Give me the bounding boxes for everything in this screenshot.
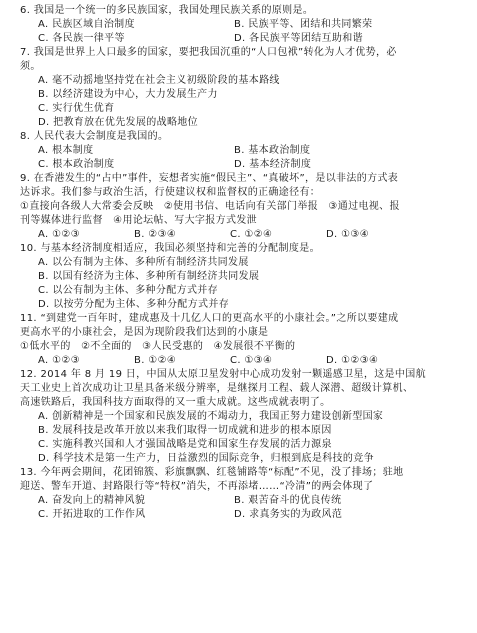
question-9 [20,172,469,242]
option-d: D. ①③④ [326,229,370,240]
option-d: D. 科学技术是第一生产力，日益激烈的国际竞争，归根到底是科技的竞争 [38,453,374,464]
question-stem-continued: 须。 [20,61,41,72]
option-a: A. 毫不动摇地坚持党在社会主义初级阶段的基本路线 [38,75,280,86]
option-c: C. 实行优生优育 [38,103,115,114]
option-row [20,32,469,46]
question-stem: 11. “到建党一百年时，建成惠及十几亿人口的更高水平的小康社会。”之所以要建成 [20,313,399,324]
option-c: C. ①②④ [230,229,273,240]
option-a: A. 奋发向上的精神风貌 [38,495,146,506]
option-d: D. 各民族平等团结互助和谐 [234,33,363,44]
option-b: B. ①②④ [134,355,177,366]
numbered-items: ①低水平的 ②不全面的 ③人民受惠的 ④发展很不平衡的 [20,341,296,352]
option-a: A. 根本制度 [38,145,94,156]
option-row [20,158,469,172]
option-c: C. ①③④ [230,355,273,366]
option-c: C. 开拓进取的工作作风 [38,509,146,520]
question-stem-continued: 迎送、警车开道、封路限行等“特权”消失，不再添堵……“冷清”的两会体现了 [20,481,374,492]
numbered-items: ①直接向各级人大常委会反映 ②使用书信、电话向有关部门举报 ③通过电视、报 [20,201,400,212]
option-a: A. 以公有制为主体、多种所有制经济共同发展 [38,257,249,268]
question-stem: 10. 与基本经济制度相适应，我国必须坚持和完善的分配制度是。 [20,243,320,254]
option-a: A. ①②③ [38,229,81,240]
option-b: B. 以国有经济为主体、多种所有制经济共同发展 [38,271,260,282]
question-6 [20,4,469,46]
question-stem: 9. 在香港发生的“占中”事件，妄想者实施“假民主”、“真破坏”，是以非法的方式表 [20,173,399,184]
option-row [20,494,469,508]
question-stem: 13. 今年两会期间，花团锦簇、彩旗飘飘、红毯铺路等“标配”不见，没了排场；驻地 [20,467,404,478]
question-stem-continued: 达诉求。我们参与政治生活，行使建议权和监督权的正确途径有： [20,187,321,198]
option-d: D. 求真务实的为政风范 [234,509,343,520]
question-8 [20,130,469,172]
question-13 [20,466,469,522]
option-d: D. ①②③④ [326,355,379,366]
option-row [20,144,469,158]
question-stem-continued: 高速铁路后，我国科技方面取得的又一重大成就。这些成就表明了。 [20,397,331,408]
option-b: B. ②③④ [134,229,177,240]
option-c: C. 以公有制为主体、多种分配方式并存 [38,285,218,296]
option-row [20,508,469,522]
option-b: B. 以经济建设为中心，大力发展生产力 [38,89,218,100]
option-d: D. 基本经济制度 [234,159,312,170]
option-row [20,18,469,32]
question-stem: 8. 人民代表大会制度是我国的。 [20,131,169,142]
question-7 [20,46,469,130]
question-stem: 12. 2014 年 8 月 19 日，中国从太原卫星发射中心成功发射一颗遥感卫星，这是中国航 [20,369,426,380]
option-b: B. 艰苦奋斗的优良传统 [234,495,342,506]
option-b: B. 基本政治制度 [234,145,311,156]
option-a: A. 创新精神是一个国家和民族发展的不竭动力，我国正努力建设创新型国家 [38,411,384,422]
option-c: C. 根本政治制度 [38,159,115,170]
option-b: B. 发展科技是改革开放以来我们取得一切成就和进步的根本原因 [38,425,332,436]
question-stem: 7. 我国是世界上人口最多的国家，要把我国沉重的“人口包袱”转化为人才优势，必 [20,47,397,58]
question-stem-continued: 更高水平的小康社会，是因为现阶段我们达到的小康是 [20,327,269,338]
question-12 [20,368,469,466]
option-d: D. 把教育放在优先发展的战略地位 [38,117,199,128]
option-d: D. 以按劳分配为主体、多种分配方式并存 [38,299,230,310]
option-a: A. 民族区域自治制度 [38,19,135,30]
question-11 [20,312,469,368]
question-stem-continued: 天工业史上首次成功让卫星具备米级分辨率，是继探月工程、载人深潜、超级计算机、 [20,383,414,394]
option-a: A. ①②③ [38,355,81,366]
question-10 [20,242,469,312]
option-row [20,228,469,242]
option-row [20,354,469,368]
question-stem: 6. 我国是一个统一的多民族国家，我国处理民族关系的原则是。 [20,5,314,16]
option-c: C. 各民族一律平等 [38,33,125,44]
option-b: B. 民族平等、团结和共同繁荣 [234,19,373,30]
numbered-items-continued: 刊等媒体进行监督 ④用论坛帖、写大字报方式发泄 [20,215,258,226]
option-c: C. 实施科教兴国和人才强国战略是党和国家生存发展的活力源泉 [38,439,332,450]
